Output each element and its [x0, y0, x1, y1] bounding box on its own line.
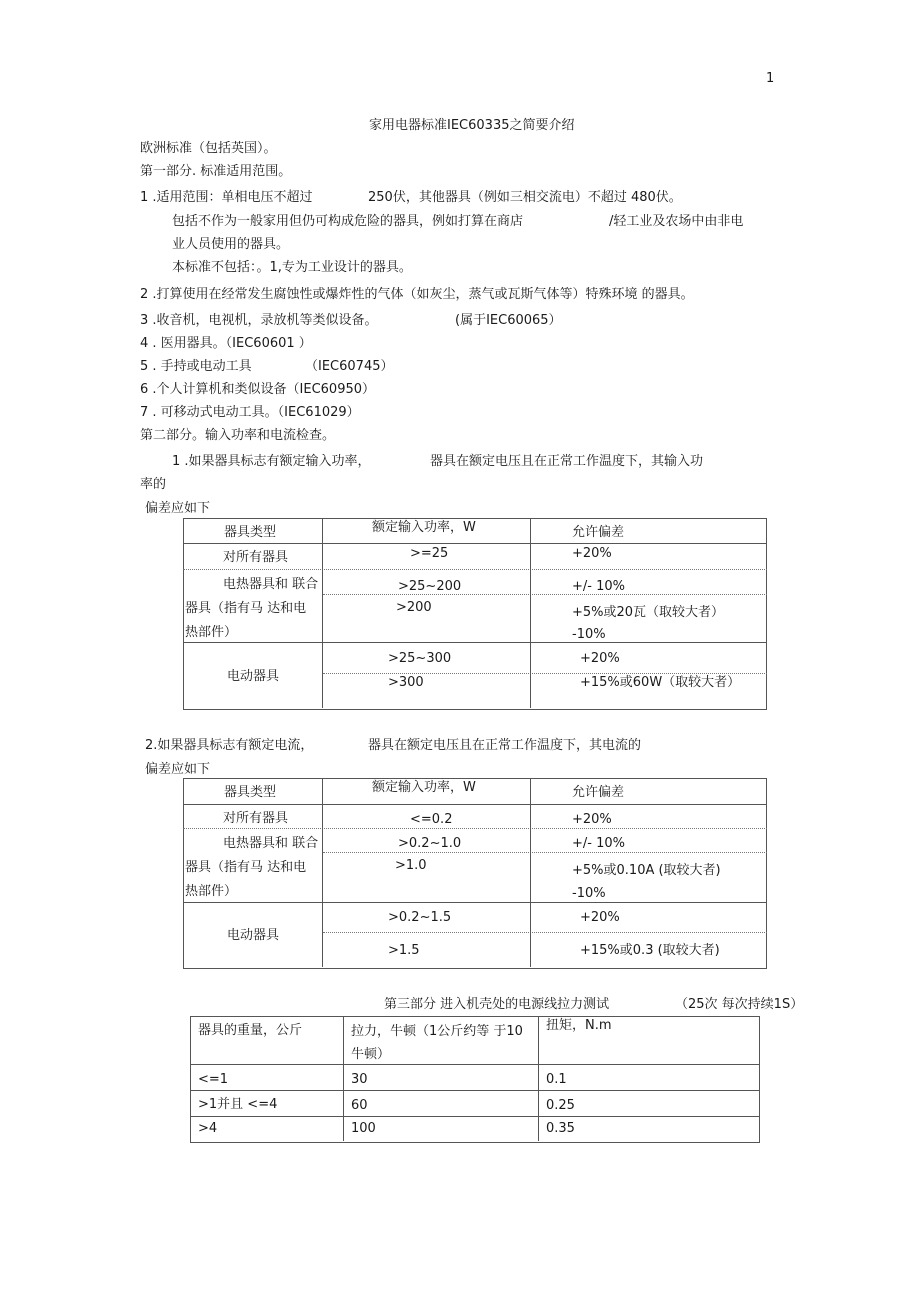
table2-header-rated: 额定输入功率，W [372, 780, 476, 795]
part2-para2-a: 2.如果器具标志有额定电流， [145, 738, 314, 753]
table1-heat-deviation-2b: -10% [572, 627, 606, 642]
page-title: 家用电器标准IEC60335之简要介绍 [369, 118, 575, 133]
part1-item4: 4 . 医用器具。（IEC60601 ） [140, 336, 312, 351]
table1-motor-deviation-2: +15%或60W（取较大者） [580, 675, 741, 690]
table1-header-rated: 额定输入功率，W [372, 520, 476, 535]
part3-heading-b: （25次 每次持续1S） [675, 997, 804, 1012]
table2-header-type: 器具类型 [224, 785, 277, 800]
table2-motor-deviation-1: +20% [580, 910, 620, 925]
table1-motor-rated-2: >300 [388, 675, 424, 690]
table3-row1-force: 30 [351, 1072, 368, 1087]
part1-item1-b: 250伏，其他器具（例如三相交流电）不超过 480伏。 [368, 190, 682, 205]
table1-header-deviation: 允许偏差 [572, 525, 625, 540]
table3-header-torque: 扭矩，N.m [546, 1018, 612, 1033]
intro-line: 欧洲标准（包括英国）。 [140, 141, 277, 156]
table-rule [183, 804, 767, 805]
part2-para1-b: 器具在额定电压且在正常工作温度下，其输入功 [430, 454, 704, 469]
table-rule [343, 1016, 344, 1141]
part1-item1-a: 1 .适用范围：单相电压不超过 [140, 190, 313, 205]
table-rule [322, 778, 323, 967]
table-rule [322, 518, 323, 708]
table1-all-rated: >=25 [410, 546, 449, 561]
part1-item6: 6 .个人计算机和类似设备（IEC60950） [140, 382, 376, 397]
part1-heading: 第一部分. 标准适用范围。 [140, 164, 292, 179]
table1-all-deviation: +20% [572, 546, 612, 561]
table3-header-force: 拉力，牛顿（1公斤约等 于10牛顿） [351, 1024, 523, 1062]
table3-row1-torque: 0.1 [546, 1072, 567, 1087]
table2-heat-deviation-2b: -10% [572, 886, 606, 901]
table2-motor-rated-1: >0.2~1.5 [388, 910, 452, 925]
part1-item1-line2b: /轻工业及农场中由非电 [609, 214, 744, 229]
table3-row2-torque: 0.25 [546, 1098, 575, 1113]
part1-item2: 2 .打算使用在经常发生腐蚀性或爆炸性的气体（如灰尘，蒸气或瓦斯气体等）特殊环境 的器具。 [140, 287, 694, 302]
table1-motor-rated-1: >25~300 [388, 651, 452, 666]
part1-item1-line2a: 包括不作为一般家用但仍可构成危险的器具，例如打算在商店 [172, 214, 524, 229]
part1-exclusion: 本标准不包括：。1,专为工业设计的器具。 [172, 260, 412, 275]
table-rule [190, 1116, 760, 1117]
table3-header-weight: 器具的重量，公斤 [198, 1023, 303, 1038]
part1-item5-a: 5 . 手持或电动工具 [140, 359, 252, 374]
page-number: 1 [766, 71, 775, 86]
table3-row1-weight: <=1 [198, 1072, 229, 1087]
part1-item3-a: 3 .收音机，电视机，录放机等类似设备。 [140, 313, 378, 328]
table2-motor-deviation-2: +15%或0.3 (取较大者) [580, 943, 720, 958]
table1-motor-deviation-1: +20% [580, 651, 620, 666]
part1-item1-line3: 业人员使用的器具。 [172, 237, 290, 252]
table-rule [183, 543, 767, 544]
part1-item3-b: (属于IEC60065） [455, 313, 562, 328]
part1-item7: 7 . 可移动式电动工具。（IEC61029） [140, 405, 360, 420]
table1-heat-label: 电热器具和 联合器具（指有马 达和电热部件） [185, 577, 319, 641]
table3-row3-force: 100 [351, 1121, 376, 1136]
table1-heat-deviation-2a: +5%或20瓦（取较大者） [572, 605, 725, 620]
table-rule [323, 594, 767, 595]
part2-para2-b: 器具在额定电压且在正常工作温度下，其电流的 [368, 738, 642, 753]
part2-heading: 第二部分。输入功率和电流检查。 [140, 428, 336, 443]
table3-row2-force: 60 [351, 1098, 368, 1113]
table2-heat-rated-2: >1.0 [395, 858, 427, 873]
table2-motor-label: 电动器具 [227, 928, 280, 943]
table1-all-label: 对所有器具 [223, 550, 289, 565]
part3-heading-a: 第三部分 进入机壳处的电源线拉力测试 [384, 997, 610, 1012]
table3-row3-torque: 0.35 [546, 1121, 575, 1136]
table1-heat-deviation-1: +/- 10% [572, 579, 625, 594]
table2-heat-label: 电热器具和 联合器具（指有马 达和电热部件） [185, 836, 319, 900]
table2-motor-rated-2: >1.5 [388, 943, 420, 958]
table-rule [538, 1016, 539, 1141]
table1-motor-label: 电动器具 [227, 669, 280, 684]
table-rule [323, 932, 767, 933]
table1-heat-rated-2: >200 [396, 600, 432, 615]
table3-row3-weight: >4 [198, 1121, 218, 1136]
table-rule [530, 778, 531, 967]
table1-header-type: 器具类型 [224, 525, 277, 540]
table2-heat-deviation-1: +/- 10% [572, 836, 625, 851]
part2-para1-a: 1 .如果器具标志有额定输入功率， [172, 454, 371, 469]
table-rule [190, 1090, 760, 1091]
table1-heat-rated-1: >25~200 [398, 579, 462, 594]
table2-heat-deviation-2a: +5%或0.10A (取较大者) [572, 863, 721, 878]
table3-row2-weight: >1并且 <=4 [198, 1097, 278, 1112]
part2-para1-c: 率的 [140, 477, 167, 492]
table-rule [183, 569, 767, 570]
table2-all-deviation: +20% [572, 812, 612, 827]
part1-item5-b: （IEC60745） [305, 359, 394, 374]
table2-heat-rated-1: >0.2~1.0 [398, 836, 462, 851]
table2-header-deviation: 允许偏差 [572, 785, 625, 800]
table-rule [530, 518, 531, 708]
table-rule [323, 852, 767, 853]
part2-para2-c: 偏差应如下 [145, 762, 211, 777]
table2-all-rated: <=0.2 [410, 812, 453, 827]
part2-para1-d: 偏差应如下 [145, 501, 211, 516]
table2-all-label: 对所有器具 [223, 811, 289, 826]
table-rule [183, 828, 767, 829]
